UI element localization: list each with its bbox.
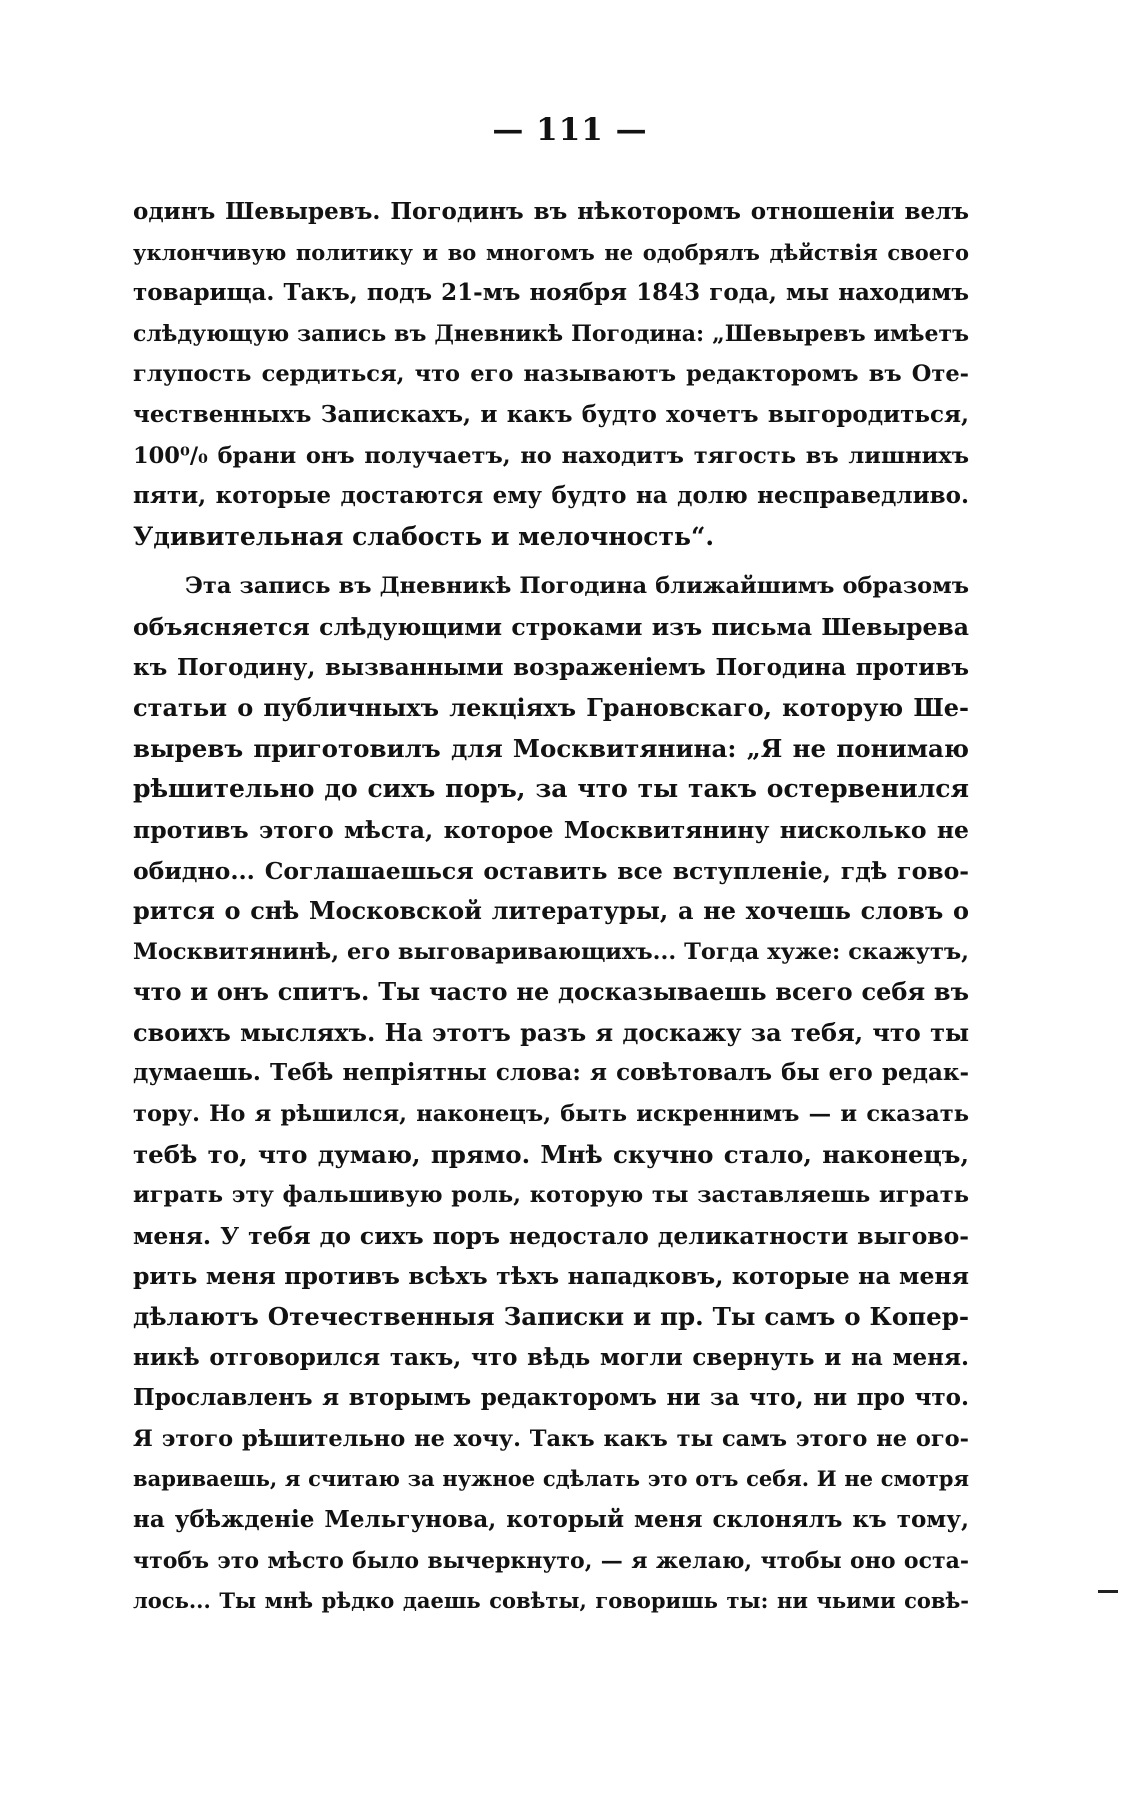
page-number: — 111 —: [492, 112, 648, 148]
text-line: товарища. Такъ, подъ 21-мъ ноября 1843 года, мы находимъ: [133, 279, 969, 307]
text-line: играть эту фальшивую роль, которую ты заставляешь играть: [133, 1182, 969, 1209]
paragraph-2: [133, 566, 969, 1621]
body-text: [133, 192, 969, 1622]
text-line: 100⁰/₀ брани онъ получаетъ, но находитъ тягость въ лишнихъ: [133, 442, 969, 469]
text-line: одинъ Шевыревъ. Погодинъ въ нѣкоторомъ отношенiи велъ: [133, 198, 969, 225]
text-line: слѣдующую запись въ Дневникѣ Погодина: „Шевыревъ имѣетъ: [133, 320, 969, 347]
text-line: статьи о публичныхъ лекцiяхъ Грановскаго, которую Ше-: [133, 693, 969, 723]
paragraph-1: [133, 192, 969, 557]
text-line: обидно... Соглашаешься оставить все вступленiе, гдѣ гово-: [133, 856, 969, 885]
text-line: Удивительная слабость и мелочность“.: [133, 521, 715, 551]
text-line: уклончивую политику и во многомъ не одобрялъ дѣйствiя своего: [133, 239, 969, 265]
text-line: тору. Но я рѣшился, наконецъ, быть искреннимъ — и сказать: [133, 1101, 969, 1128]
paragraph-gap: [133, 557, 969, 566]
text-line: чтобъ это мѣсто было вычеркнуто, — я желаю, чтобы оно оста-: [133, 1547, 969, 1574]
text-line: лось... Ты мнѣ рѣдко даешь совѣты, говоришь ты: ни чьими совѣ-: [133, 1588, 969, 1614]
text-line: дѣлаютъ Отечественныя Записки и пр. Ты самъ о Копер-: [133, 1302, 969, 1332]
text-line: думаешь. Тебѣ непрiятны слова: я совѣтовалъ бы его редак-: [133, 1059, 969, 1087]
text-line: рить меня противъ всѣхъ тѣхъ нападковъ, которые на меня: [133, 1262, 969, 1291]
text-line: Эта запись въ Дневникѣ Погодина ближайшимъ образомъ: [185, 573, 969, 600]
text-line: что и онъ спитъ. Ты часто не досказываешь всего себя въ: [133, 977, 969, 1007]
text-line: тебѣ то, что думаю, прямо. Мнѣ скучно стало, наконецъ,: [133, 1139, 969, 1169]
text-line: Москвитянинѣ, его выговаривающихъ... Тогда хуже: скажутъ,: [133, 938, 969, 965]
text-line: рѣшительно до сихъ поръ, за что ты такъ остервенился: [133, 774, 969, 804]
text-line: вариваешь, я считаю за нужное сдѣлать это отъ себя. И не смотря: [133, 1466, 969, 1492]
text-line: противъ этого мѣста, которое Москвитянину нисколько не: [133, 815, 969, 844]
text-line: на убѣжденiе Мельгунова, который меня склонялъ къ тому,: [133, 1506, 969, 1533]
text-line: пяти, которые достаются ему будто на долю несправедливо.: [133, 482, 969, 510]
text-line: къ Погодину, вызванными возраженiемъ Погодина противъ: [133, 653, 969, 681]
text-line: меня. У тебя до сихъ поръ недостало деликатности выгово-: [133, 1221, 969, 1250]
text-line: глупость сердиться, что его называютъ редакторомъ въ Оте-: [133, 361, 969, 388]
text-line: никѣ отговорился такъ, что вѣдь могли свернуть и на меня.: [133, 1343, 969, 1371]
text-line: Я этого рѣшительно не хочу. Такъ какъ ты самъ этого не ого-: [133, 1425, 969, 1452]
text-line: объясняется слѣдующими строками изъ письма Шевырева: [133, 612, 969, 641]
text-line: рится о снѣ Московской литературы, а не хочешь словъ о: [133, 896, 969, 926]
text-line: чественныхъ Запискахъ, и какъ будто хочетъ выгородиться,: [133, 400, 969, 428]
text-line: выревъ приготовилъ для Москвитянина: „Я не понимаю: [133, 733, 969, 763]
text-line: Прославленъ я вторымъ редакторомъ ни за что, ни про что.: [133, 1384, 969, 1412]
margin-mark: [1098, 1590, 1118, 1593]
text-line: своихъ мысляхъ. На этотъ разъ я доскажу за тебя, что ты: [133, 1017, 969, 1047]
